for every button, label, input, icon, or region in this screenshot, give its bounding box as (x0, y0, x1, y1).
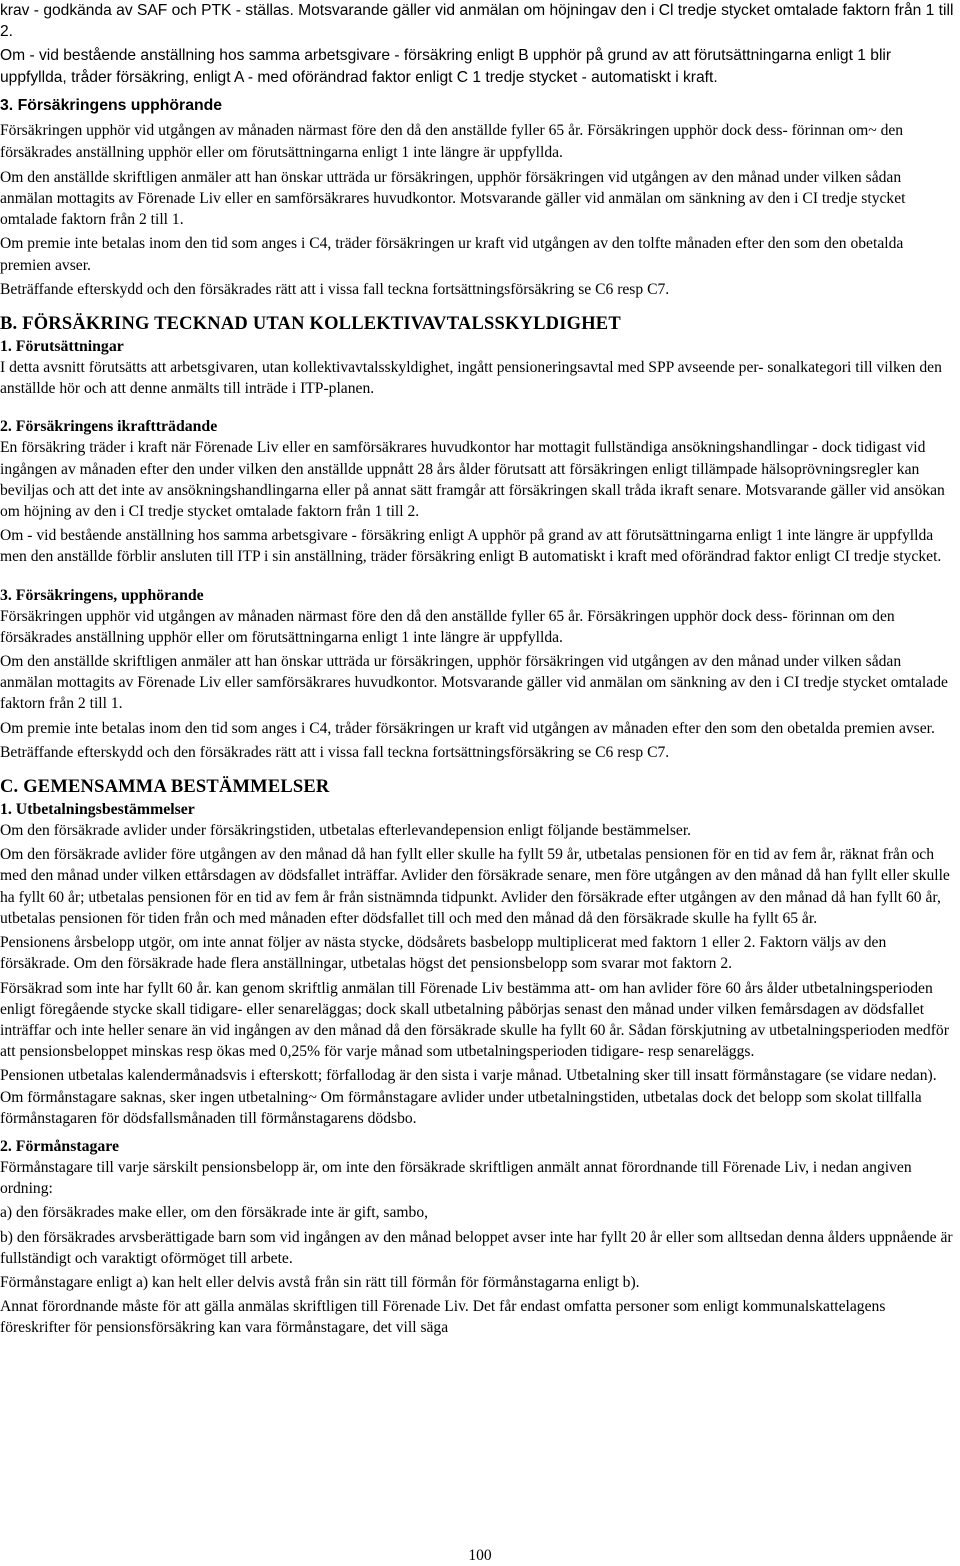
paragraph: Beträffande efterskydd och den försäkrades rätt att i vissa fall teckna fortsättningsförsäkring se C6 resp C7. (0, 743, 670, 761)
paragraph: Förmånstagare till varje särskilt pensionsbelopp är, om inte den försäkrade skriftligen anmält annat förordnande till Förenade Liv, i nedan angiven ordning: (0, 1158, 912, 1198)
paragraph: Försäkrad som inte har fyllt 60 år. kan genom skriftlig anmälan till Förenade Liv bestämma att- om han avlider före 60 års ålder utbetalningsperioden enligt föregående stycke skall tidigare- eller senareläggas; dock skall utbetalning påbörjas senast den månad under vilken femårsdagen av dödsfallet inträffar och inte heller senare än vid ingången av den månad då den försäkrade skulle ha fyllt 60 år. Sådan förskjutning av utbetalningsperioden medför att pensionsbeloppet minskas resp ökas med 0,25% för varje månad som utbetalningsperioden tidigare- resp senareläggs. (0, 979, 949, 1061)
chapter-heading: C. GEMENSAMMA BESTÄMMELSER (0, 777, 330, 798)
section-heading: 2. Försäkringens ikraftträdande (0, 418, 218, 436)
paragraph: Pensionens årsbelopp utgör, om inte annat följer av nästa stycke, dödsårets basbelopp multiplicerat med faktorn 1 eller 2. Faktorn väljs av den försäkrade. Om den försäkrade hade flera anställningar, utbetalas högst det pensionsbelopp som svarar mot faktorn 2. (0, 934, 887, 973)
paragraph: Försäkringen upphör vid utgången av månaden närmast före den då den anställde fyller 65 år. Försäkringen upphör dock dess- förinnan om~ den försäkrades anställning upphör eller om förutsättningarna enligt 1 inte längre är uppfyllda. (0, 121, 904, 161)
paragraph: Om den försäkrade avlider före utgången av den månad då han fyllt eller skulle ha fyllt 59 år, utbetalas pensionen för en tid av fem år, räknat från och med den månad under vilken ettårsdagen av dödsfallet inträffar. Avlider den försäkrade senare, men före utgången av den månad då han fyllt eller skulle ha fyllt 60 år; utbetalas pensionen för en tid av fem år från sistnämnda tidpunkt. Avlider den försäkrade efter utgången av den månad då han fyllt 60 år, utbetalas pensionen för tiden från och med månaden efter dödsfallet till och med den månad då den försäkrade skulle ha fyllt 65 år. (0, 846, 950, 927)
section-heading: 3. Försäkringens, upphörande (0, 586, 204, 604)
chapter-heading: B. FÖRSÄKRING TECKNAD UTAN KOLLEKTIVAVTALSSKYLDIGHET (0, 314, 621, 335)
section-heading: 1. Utbetalningsbestämmelser (0, 801, 195, 819)
paragraph: Om - vid bestående anställning hos samma arbetsgivare - försäkring enligt A upphör på grand av att förutsättningarna enligt 1 inte längre är uppfyllda men den anställde förblir ansluten till ITP i sin anställning, träder försäkring enligt B automatiskt i kraft med oförändrad faktor enligt CI tredje stycket. (0, 527, 942, 566)
section-heading: 1. Förutsättningar (0, 338, 124, 356)
paragraph: krav - godkända av SAF och PTK - ställas. Motsvarande gäller vid anmälan om höjningav den i Cl tredje stycket omtalade faktorn från 1 till 2. (0, 2, 954, 41)
paragraph: Om premie inte betalas inom den tid som anges i C4, tråder försäkringen ur kraft vid utgången av månaden efter den som den obetalda premien avser. (0, 719, 935, 737)
list-item: a) den försäkrades make eller, om den försäkrade inte är gift, sambo, (0, 1204, 429, 1222)
paragraph: Förmånstagare enligt a) kan helt eller delvis avstå från sin rätt till förmån för förmånstagarna enligt b). (0, 1273, 640, 1291)
paragraph: Om - vid bestående anställning hos samma arbetsgivare - försäkring enligt B upphör på grund av att förutsättningarna enligt 1 blir uppfyllda, tråder försäkring, enligt A - med oförändrad faktor enligt C 1 tredje stycket - automatiskt i kraft. (0, 47, 892, 86)
paragraph: Beträffande efterskydd och den försäkrades rätt att i vissa fall teckna fortsättningsförsäkring se C6 resp C7. (0, 280, 670, 298)
paragraph: Annat förordnande måste för att gälla anmälas skriftligen till Förenade Liv. Det får endast omfatta personer som enligt kommunalskattelagens föreskrifter för pensionsförsäkring kan vara förmånstagare, det vill säga (0, 1298, 886, 1337)
section-heading: 3. Försäkringens upphörande (0, 96, 223, 114)
paragraph: Försäkringen upphör vid utgången av månaden närmast före den då den anställde fyller 65 år. Försäkringen upphör dock dess- förinnan om den försäkrades anställning upphör eller om förutsättningarna enligt 1 inte längre är uppfyllda. (0, 607, 895, 646)
paragraph: Om premie inte betalas inom den tid som anges i C4, träder försäkringen ur kraft vid utgången av den tolfte månaden efter den som den obetalda premien avser. (0, 235, 904, 274)
section-heading: 2. Förmånstagare (0, 1137, 120, 1155)
list-item: b) den försäkrades arvsberättigade barn som vid ingången av den månad beloppet avser inte har fyllt 20 år eller som alltsedan denna ålders uppnående är fullständigt och varaktigt oförmöget till arbete. (0, 1228, 953, 1267)
paragraph: I detta avsnitt förutsätts att arbetsgivaren, utan kollektivavtalsskyldighet, ingått pensioneringsavtal med SPP avseende per- sonalkategori till vilken den anställde hör och att denne anmälts till inträde i ITP-planen. (0, 359, 942, 398)
paragraph: Om den anställde skriftligen anmäler att han önskar utträda ur försäkringen, upphör försäkringen vid utgången av den månad under vilken sådan anmälan mottagits av Förenade Liv eller en samförsäkrares huvudkontor. Motsvarande gäller vid anmälan om sänkning av den i CI tredje stycket omtalade faktorn från 2 till 1. (0, 168, 906, 229)
paragraph: Pensionen utbetalas kalendermånadsvis i efterskott; förfallodag är den sista i varje månad. Utbetalning sker till insatt förmånstagare (se vidare nedan). Om förmånstagare saknas, sker ingen utbetalning~ Om förmånstagare avlider under utbetalningstiden, utbetalas dock det belopp som skolat tillfalla förmånstagaren för dödsfallsmånaden till förmånstagarens dödsbo. (0, 1067, 937, 1127)
paragraph: En försäkring träder i kraft när Förenade Liv eller en samförsäkrares huvudkontor har mottagit fullständiga ansökningshandlingar - dock tidigast vid ingången av månaden efter den under vilken den anställde uppnått 28 års ålder förutsatt att försäkringen enligt tillämpade hälsoprövningsregler kan beviljas och att det inte av ansökningshandlingarna eller på annat sätt framgår att försäkringen skall tråda ikraft senare. Motsvarande gäller vid ansökan om höjning av den i CI tredje stycket omtalade faktorn från 1 till 2. (0, 439, 945, 521)
page-number: 100 (468, 1547, 492, 1564)
paragraph: Om den anställde skriftligen anmäler att han önskar utträda ur försäkringen, upphör försäkringen vid utgången av den månad under vilken sådan anmälan mottagits av Förenade Liv eller samförsäkrares huvudkontor. Motsvarande gäller vid anmälan om sänkning av den i CI tredje stycket omtalade faktorn från 2 till 1. (0, 653, 948, 713)
paragraph: Om den försäkrade avlider under försäkringstiden, utbetalas efterlevandepension enligt följande bestämmelser. (0, 822, 692, 840)
